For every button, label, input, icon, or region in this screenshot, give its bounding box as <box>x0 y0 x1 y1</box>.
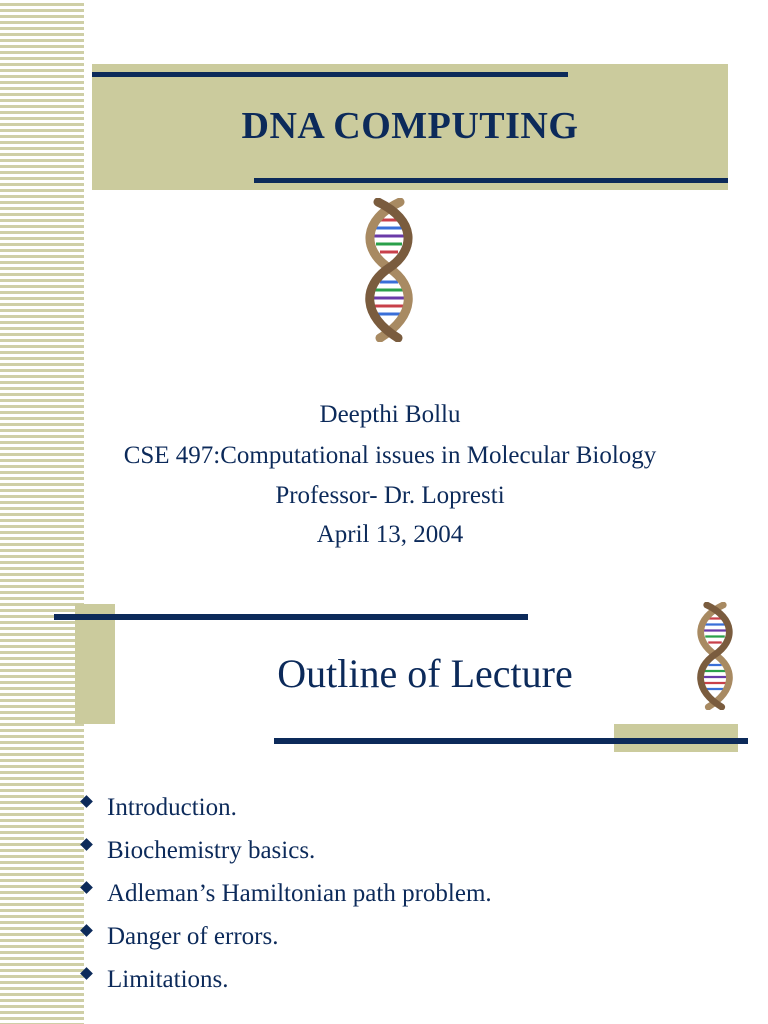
list-item <box>78 786 492 829</box>
diamond-bullet-icon <box>80 838 93 851</box>
bullet-text: Limitations. <box>107 966 229 993</box>
presentation-date: April 13, 2004 <box>316 521 464 548</box>
bullet-text: Introduction. <box>107 794 237 821</box>
title-bottom-bar <box>254 178 728 183</box>
dna-helix-icon-small <box>690 602 740 710</box>
outline-bottom-bar <box>274 738 748 744</box>
diamond-bullet-icon <box>80 924 93 937</box>
bullet-text: Biochemistry basics. <box>107 837 316 864</box>
title-top-bar <box>92 72 568 77</box>
professor-name: Professor- Dr. Lopresti <box>275 482 505 509</box>
list-item <box>78 829 492 872</box>
left-stripe-decoration <box>0 0 84 1024</box>
diamond-bullet-icon <box>80 967 93 980</box>
slide-title: DNA COMPUTING <box>241 105 579 147</box>
bullet-text: Danger of errors. <box>107 923 279 950</box>
list-item <box>78 915 492 958</box>
bullet-text: Adleman’s Hamiltonian path problem. <box>107 880 492 907</box>
outline-top-bar <box>54 614 528 620</box>
left-accent-block <box>75 604 115 724</box>
outline-title: Outline of Lecture <box>277 651 573 696</box>
diamond-bullet-icon <box>80 795 93 808</box>
list-item <box>78 958 492 1001</box>
outline-bullet-list <box>78 786 492 1001</box>
dna-helix-icon <box>356 198 422 342</box>
list-item <box>78 872 492 915</box>
author-name: Deepthi Bollu <box>319 401 461 428</box>
course-name: CSE 497:Computational issues in Molecular Biology <box>123 442 657 469</box>
diamond-bullet-icon <box>80 881 93 894</box>
